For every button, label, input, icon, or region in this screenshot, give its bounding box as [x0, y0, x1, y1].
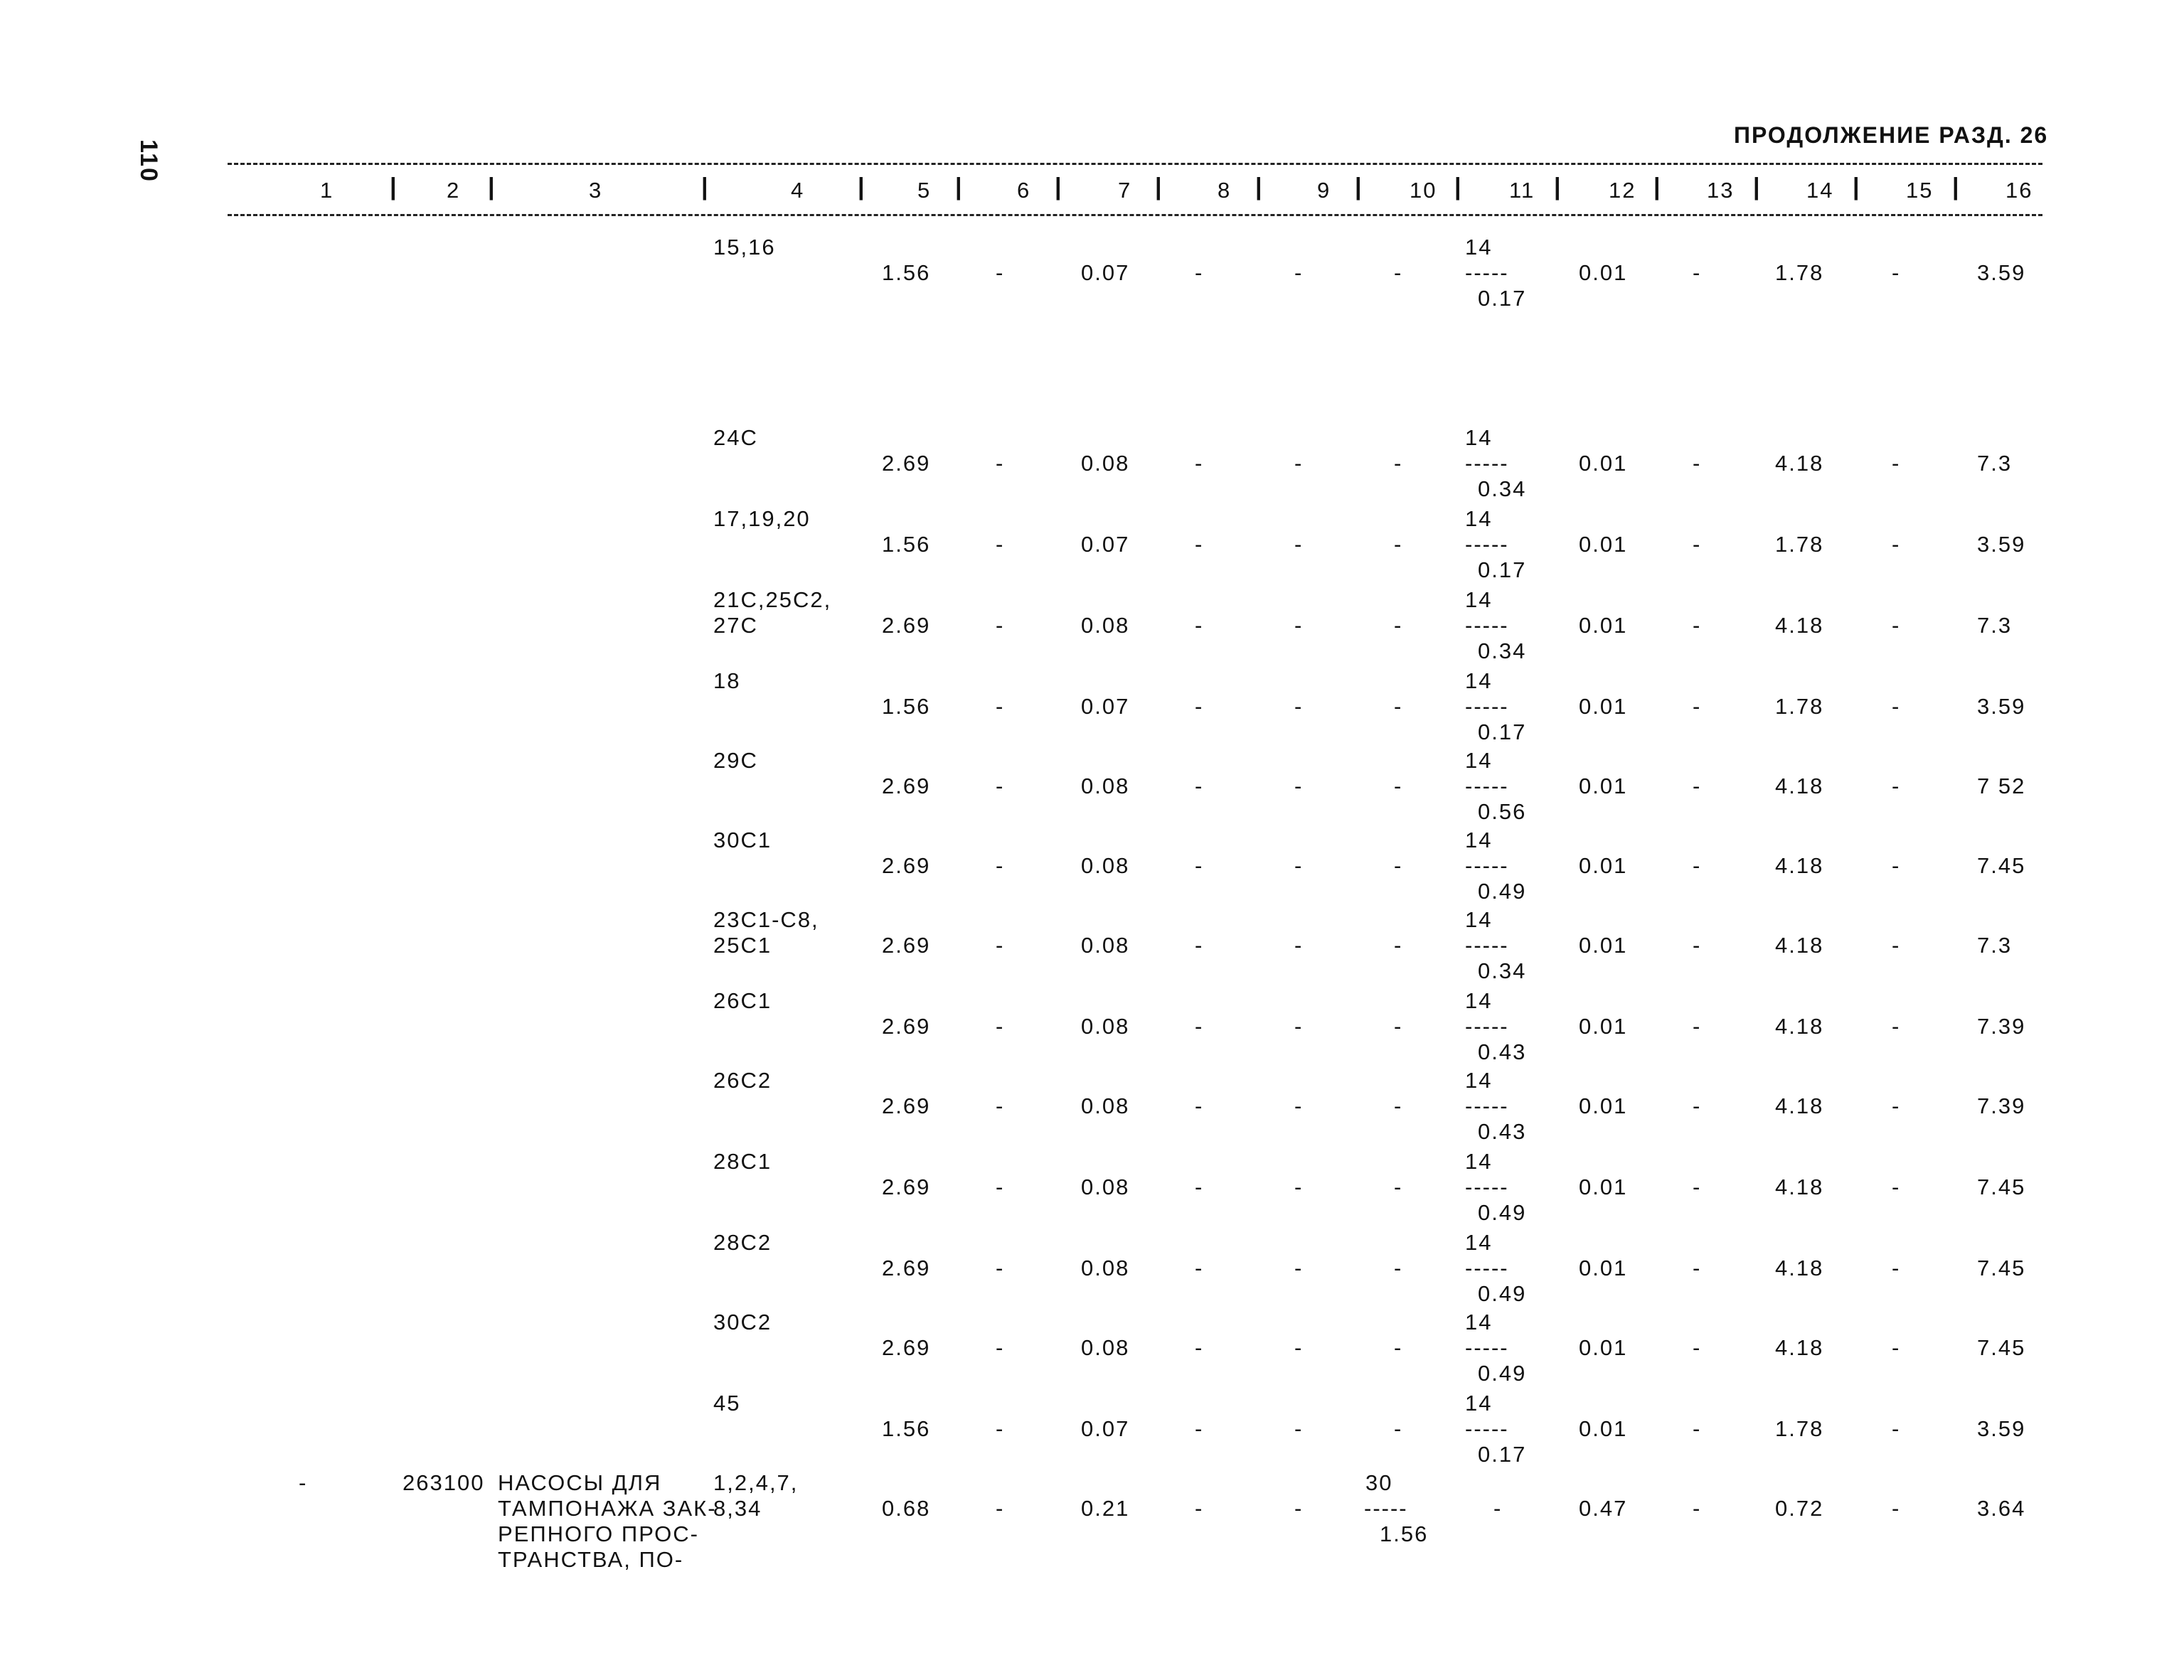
- cell-col5: 2.69: [882, 451, 931, 476]
- header-separator: |: [488, 173, 496, 200]
- cell-col10-fraction-line: -----: [1364, 1496, 1408, 1521]
- cell-col7: 0.08: [1081, 1256, 1130, 1280]
- cell-col4: 45: [713, 1391, 741, 1416]
- cell-col14: 4.18: [1775, 613, 1824, 638]
- cell-col11-denominator: 0.43: [1478, 1039, 1527, 1064]
- cell-col11-denominator: 0.49: [1478, 879, 1527, 904]
- cell-col15: -: [1892, 933, 1901, 958]
- cell-col14: 4.18: [1775, 1014, 1824, 1039]
- cell-col3-line: РЕПНОГО ПРОС-: [498, 1521, 700, 1546]
- cell-col16: 7.45: [1977, 1335, 2026, 1360]
- header-col-9: 9: [1317, 178, 1331, 203]
- cell-col12: 0.01: [1579, 933, 1628, 958]
- cell-col4: 26С2: [713, 1068, 772, 1093]
- cell-col4: 24С: [713, 425, 758, 450]
- cell-col12: 0.01: [1579, 774, 1628, 798]
- header-separator: |: [1653, 173, 1662, 200]
- cell-col12: 0.01: [1579, 613, 1628, 638]
- header-col-7: 7: [1118, 178, 1132, 203]
- cell-col16: 3.59: [1977, 532, 2026, 557]
- cell-col9: -: [1294, 1093, 1304, 1118]
- cell-col6: -: [996, 1416, 1005, 1441]
- cell-col11-numerator: 14: [1465, 748, 1493, 773]
- cell-col3-line: ТРАНСТВА, ПО-: [498, 1547, 684, 1572]
- cell-col15: -: [1892, 694, 1901, 719]
- cell-col13: -: [1693, 853, 1702, 878]
- header-separator: |: [1753, 173, 1762, 200]
- cell-col14: 4.18: [1775, 774, 1824, 798]
- cell-col14: 1.78: [1775, 694, 1824, 719]
- header-separator: |: [858, 173, 866, 200]
- cell-col9: -: [1294, 1014, 1304, 1039]
- cell-col10: -: [1394, 613, 1403, 638]
- cell-col11-denominator: 0.34: [1478, 958, 1527, 983]
- cell-col11-denominator: 0.34: [1478, 476, 1527, 501]
- cell-col6: -: [996, 774, 1005, 798]
- cell-col11-denominator: 0.17: [1478, 286, 1527, 311]
- cell-col15: -: [1892, 1175, 1901, 1199]
- cell-col8: -: [1195, 1093, 1204, 1118]
- cell-col10: -: [1394, 1416, 1403, 1441]
- cell-col3-line: НАСОСЫ ДЛЯ: [498, 1470, 662, 1495]
- header-separator: |: [1155, 173, 1163, 200]
- cell-col8: -: [1195, 1416, 1204, 1441]
- cell-col4: 28С2: [713, 1230, 772, 1255]
- cell-col12: 0.01: [1579, 1093, 1628, 1118]
- header-separator: |: [1355, 173, 1363, 200]
- cell-col14: 4.18: [1775, 1093, 1824, 1118]
- cell-col8: -: [1195, 613, 1204, 638]
- cell-col8: -: [1195, 1014, 1204, 1039]
- cell-col11-denominator: 0.49: [1478, 1281, 1527, 1306]
- cell-col11-numerator: 14: [1465, 1149, 1493, 1174]
- cell-col14: 1.78: [1775, 532, 1824, 557]
- cell-col13: -: [1693, 260, 1702, 285]
- header-col-14: 14: [1806, 178, 1834, 203]
- cell-col5: 2.69: [882, 613, 931, 638]
- cell-col9: -: [1294, 532, 1304, 557]
- cell-col4: 28С1: [713, 1149, 772, 1174]
- cell-col4: 30С2: [713, 1310, 772, 1334]
- cell-col8: -: [1195, 694, 1204, 719]
- cell-col11-denominator: 0.17: [1478, 557, 1527, 582]
- cell-col16: 3.59: [1977, 1416, 2026, 1441]
- cell-col4: 23С1-С8,: [713, 907, 819, 932]
- header-col-8: 8: [1218, 178, 1232, 203]
- cell-col12: 0.01: [1579, 1014, 1628, 1039]
- cell-col9: -: [1294, 1496, 1304, 1521]
- cell-col4-line2: 25С1: [713, 933, 772, 958]
- cell-col12: 0.01: [1579, 1256, 1628, 1280]
- cell-col5: 2.69: [882, 1093, 931, 1118]
- header-separator: |: [1055, 173, 1063, 200]
- cell-col8: -: [1195, 1175, 1204, 1199]
- cell-col11-numerator: 14: [1465, 1391, 1493, 1416]
- header-col-13: 13: [1707, 178, 1735, 203]
- header-separator: |: [1255, 173, 1264, 200]
- cell-col10: -: [1394, 1256, 1403, 1280]
- cell-col12: 0.47: [1579, 1496, 1628, 1521]
- cell-col9: -: [1294, 853, 1304, 878]
- cell-col10: -: [1394, 1093, 1403, 1118]
- cell-col6: -: [996, 853, 1005, 878]
- cell-col10: -: [1394, 933, 1403, 958]
- header-col-15: 15: [1906, 178, 1934, 203]
- cell-col11-denominator: 0.49: [1478, 1361, 1527, 1386]
- cell-col11: -: [1493, 1496, 1503, 1521]
- cell-col4: 29С: [713, 748, 758, 773]
- cell-col6: -: [996, 1175, 1005, 1199]
- cell-col16: 7.45: [1977, 1175, 2026, 1199]
- cell-col10-denominator: 1.56: [1380, 1521, 1429, 1546]
- cell-col6: -: [996, 1496, 1005, 1521]
- cell-col11-fraction-line: -----: [1465, 532, 1509, 557]
- cell-col13: -: [1693, 1175, 1702, 1199]
- cell-col14: 0.72: [1775, 1496, 1824, 1521]
- cell-col7: 0.08: [1081, 1175, 1130, 1199]
- cell-col10: -: [1394, 1175, 1403, 1199]
- cell-col12: 0.01: [1579, 451, 1628, 476]
- cell-col6: -: [996, 1256, 1005, 1280]
- cell-col12: 0.01: [1579, 694, 1628, 719]
- cell-col11-denominator: 0.56: [1478, 799, 1527, 824]
- header-separator: |: [1554, 173, 1562, 200]
- cell-col9: -: [1294, 1175, 1304, 1199]
- cell-col10-numerator: 30: [1365, 1470, 1393, 1495]
- cell-col7: 0.08: [1081, 613, 1130, 638]
- cell-col14: 4.18: [1775, 1335, 1824, 1360]
- cell-col6: -: [996, 694, 1005, 719]
- cell-col12: 0.01: [1579, 260, 1628, 285]
- cell-col4-line2: 8,34: [713, 1496, 762, 1521]
- cell-col14: 4.18: [1775, 933, 1824, 958]
- cell-col11-fraction-line: -----: [1465, 451, 1509, 476]
- cell-col11-numerator: 14: [1465, 828, 1493, 852]
- cell-col11-fraction-line: -----: [1465, 1335, 1509, 1360]
- cell-col8: -: [1195, 532, 1204, 557]
- cell-col12: 0.01: [1579, 1416, 1628, 1441]
- cell-col4: 30С1: [713, 828, 772, 852]
- cell-col13: -: [1693, 613, 1702, 638]
- cell-col9: -: [1294, 260, 1304, 285]
- cell-col10: -: [1394, 260, 1403, 285]
- cell-col4-line2: 27С: [713, 613, 758, 638]
- cell-col2: 263100: [403, 1470, 485, 1495]
- cell-col13: -: [1693, 532, 1702, 557]
- cell-col6: -: [996, 1014, 1005, 1039]
- cell-col11-fraction-line: -----: [1465, 933, 1509, 958]
- cell-col15: -: [1892, 853, 1901, 878]
- cell-col6: -: [996, 260, 1005, 285]
- cell-col13: -: [1693, 1335, 1702, 1360]
- cell-col16: 7.45: [1977, 853, 2026, 878]
- cell-col13: -: [1693, 1496, 1702, 1521]
- cell-col5: 2.69: [882, 933, 931, 958]
- header-col-10: 10: [1410, 178, 1437, 203]
- cell-col10: -: [1394, 1335, 1403, 1360]
- cell-col11-fraction-line: -----: [1465, 1093, 1509, 1118]
- cell-col9: -: [1294, 1416, 1304, 1441]
- cell-col13: -: [1693, 1093, 1702, 1118]
- cell-col10: -: [1394, 532, 1403, 557]
- cell-col14: 4.18: [1775, 853, 1824, 878]
- page-number: 110: [135, 139, 162, 183]
- cell-col11-numerator: 14: [1465, 235, 1493, 260]
- cell-col11-numerator: 14: [1465, 1310, 1493, 1334]
- cell-col13: -: [1693, 1014, 1702, 1039]
- cell-col10: -: [1394, 774, 1403, 798]
- header-col-16: 16: [2005, 178, 2033, 203]
- cell-col6: -: [996, 532, 1005, 557]
- cell-col7: 0.08: [1081, 1335, 1130, 1360]
- cell-col16: 7.3: [1977, 451, 2013, 476]
- cell-col11-denominator: 0.34: [1478, 638, 1527, 663]
- cell-col12: 0.01: [1579, 1335, 1628, 1360]
- header-col-1: 1: [320, 178, 334, 203]
- cell-col9: -: [1294, 1256, 1304, 1280]
- cell-col13: -: [1693, 694, 1702, 719]
- cell-col4: 15,16: [713, 235, 776, 260]
- cell-col10: -: [1394, 1014, 1403, 1039]
- header-separator: |: [390, 173, 398, 200]
- cell-col11-numerator: 14: [1465, 907, 1493, 932]
- cell-col13: -: [1693, 451, 1702, 476]
- cell-col9: -: [1294, 694, 1304, 719]
- cell-col11-fraction-line: -----: [1465, 1256, 1509, 1280]
- header-col-5: 5: [917, 178, 932, 203]
- cell-col11-fraction-line: -----: [1465, 613, 1509, 638]
- cell-col11-fraction-line: -----: [1465, 774, 1509, 798]
- cell-col5: 2.69: [882, 1175, 931, 1199]
- cell-col13: -: [1693, 774, 1702, 798]
- cell-col14: 4.18: [1775, 1175, 1824, 1199]
- cell-col7: 0.08: [1081, 853, 1130, 878]
- cell-col7: 0.07: [1081, 1416, 1130, 1441]
- cell-col16: 7.45: [1977, 1256, 2026, 1280]
- cell-col8: -: [1195, 260, 1204, 285]
- cell-col15: -: [1892, 532, 1901, 557]
- cell-col15: -: [1892, 1256, 1901, 1280]
- cell-col7: 0.08: [1081, 933, 1130, 958]
- cell-col11-fraction-line: -----: [1465, 1175, 1509, 1199]
- header-col-12: 12: [1609, 178, 1636, 203]
- cell-col6: -: [996, 613, 1005, 638]
- cell-col8: -: [1195, 1496, 1204, 1521]
- cell-col5: 2.69: [882, 1014, 931, 1039]
- cell-col16: 7.3: [1977, 613, 2013, 638]
- cell-col4: 17,19,20: [713, 506, 811, 531]
- cell-col11-numerator: 14: [1465, 506, 1493, 531]
- cell-col10: -: [1394, 451, 1403, 476]
- header-col-2: 2: [447, 178, 461, 203]
- cell-col6: -: [996, 1093, 1005, 1118]
- cell-col4: 21С,25С2,: [713, 587, 832, 612]
- cell-col8: -: [1195, 1256, 1204, 1280]
- cell-col11-numerator: 14: [1465, 1230, 1493, 1255]
- cell-col14: 4.18: [1775, 1256, 1824, 1280]
- cell-col9: -: [1294, 613, 1304, 638]
- cell-col16: 3.59: [1977, 260, 2026, 285]
- cell-col16: 3.64: [1977, 1496, 2026, 1521]
- cell-col11-numerator: 14: [1465, 587, 1493, 612]
- cell-col13: -: [1693, 933, 1702, 958]
- cell-col14: 1.78: [1775, 1416, 1824, 1441]
- cell-col7: 0.08: [1081, 451, 1130, 476]
- cell-col5: 2.69: [882, 1335, 931, 1360]
- cell-col15: -: [1892, 451, 1901, 476]
- header-col-4: 4: [791, 178, 805, 203]
- cell-col15: -: [1892, 1335, 1901, 1360]
- header-separator: |: [1952, 173, 1961, 200]
- header-col-3: 3: [589, 178, 603, 203]
- header-separator: |: [1853, 173, 1861, 200]
- cell-col8: -: [1195, 853, 1204, 878]
- continuation-title: ПРОДОЛЖЕНИЕ РАЗД. 26: [1734, 122, 2049, 148]
- cell-col13: -: [1693, 1256, 1702, 1280]
- cell-col11-fraction-line: -----: [1465, 694, 1509, 719]
- cell-col5: 1.56: [882, 532, 931, 557]
- cell-col5: 2.69: [882, 774, 931, 798]
- cell-col15: -: [1892, 613, 1901, 638]
- cell-col7: 0.08: [1081, 774, 1130, 798]
- cell-col10: -: [1394, 694, 1403, 719]
- header-separator: |: [1454, 173, 1463, 200]
- cell-col15: -: [1892, 774, 1901, 798]
- cell-col6: -: [996, 1335, 1005, 1360]
- cell-col11-numerator: 14: [1465, 1068, 1493, 1093]
- cell-col10: -: [1394, 853, 1403, 878]
- cell-col16: 7.39: [1977, 1014, 2026, 1039]
- cell-col9: -: [1294, 451, 1304, 476]
- header-separator: |: [955, 173, 964, 200]
- cell-col16: 7.3: [1977, 933, 2013, 958]
- cell-col11-fraction-line: -----: [1465, 853, 1509, 878]
- cell-col13: -: [1693, 1416, 1702, 1441]
- cell-col3-line: ТАМПОНАЖА ЗАК-: [498, 1496, 717, 1521]
- header-rule-bottom: [228, 214, 2042, 216]
- cell-col15: -: [1892, 1093, 1901, 1118]
- cell-col12: 0.01: [1579, 853, 1628, 878]
- cell-col6: -: [996, 451, 1005, 476]
- cell-col1: -: [299, 1470, 308, 1495]
- cell-col7: 0.21: [1081, 1496, 1130, 1521]
- cell-col12: 0.01: [1579, 532, 1628, 557]
- cell-col14: 4.18: [1775, 451, 1824, 476]
- cell-col7: 0.07: [1081, 260, 1130, 285]
- cell-col7: 0.07: [1081, 532, 1130, 557]
- cell-col11-numerator: 14: [1465, 988, 1493, 1013]
- cell-col11-fraction-line: -----: [1465, 1014, 1509, 1039]
- cell-col4: 18: [713, 668, 741, 693]
- cell-col8: -: [1195, 774, 1204, 798]
- cell-col6: -: [996, 933, 1005, 958]
- cell-col8: -: [1195, 933, 1204, 958]
- cell-col7: 0.07: [1081, 694, 1130, 719]
- cell-col16: 3.59: [1977, 694, 2026, 719]
- header-rule-top: [228, 163, 2042, 165]
- cell-col15: -: [1892, 1416, 1901, 1441]
- header-col-11: 11: [1509, 178, 1535, 203]
- header-separator: |: [701, 173, 710, 200]
- header-col-6: 6: [1017, 178, 1031, 203]
- cell-col11-numerator: 14: [1465, 668, 1493, 693]
- cell-col5: 2.69: [882, 853, 931, 878]
- cell-col11-numerator: 14: [1465, 425, 1493, 450]
- cell-col8: -: [1195, 451, 1204, 476]
- cell-col9: -: [1294, 1335, 1304, 1360]
- cell-col7: 0.08: [1081, 1014, 1130, 1039]
- cell-col4: 26С1: [713, 988, 772, 1013]
- cell-col11-denominator: 0.43: [1478, 1119, 1527, 1144]
- cell-col14: 1.78: [1775, 260, 1824, 285]
- cell-col11-fraction-line: -----: [1465, 1416, 1509, 1441]
- cell-col16: 7 52: [1977, 774, 2026, 798]
- cell-col5: 1.56: [882, 1416, 931, 1441]
- cell-col12: 0.01: [1579, 1175, 1628, 1199]
- cell-col7: 0.08: [1081, 1093, 1130, 1118]
- cell-col11-denominator: 0.17: [1478, 1442, 1527, 1467]
- cell-col5: 1.56: [882, 694, 931, 719]
- cell-col5: 1.56: [882, 260, 931, 285]
- cell-col15: -: [1892, 1496, 1901, 1521]
- cell-col9: -: [1294, 933, 1304, 958]
- cell-col15: -: [1892, 260, 1901, 285]
- cell-col16: 7.39: [1977, 1093, 2026, 1118]
- cell-col15: -: [1892, 1014, 1901, 1039]
- cell-col11-denominator: 0.49: [1478, 1200, 1527, 1225]
- cell-col5: 2.69: [882, 1256, 931, 1280]
- cell-col4: 1,2,4,7,: [713, 1470, 799, 1495]
- cell-col8: -: [1195, 1335, 1204, 1360]
- cell-col5: 0.68: [882, 1496, 931, 1521]
- cell-col11-denominator: 0.17: [1478, 719, 1527, 744]
- cell-col9: -: [1294, 774, 1304, 798]
- cell-col11-fraction-line: -----: [1465, 260, 1509, 285]
